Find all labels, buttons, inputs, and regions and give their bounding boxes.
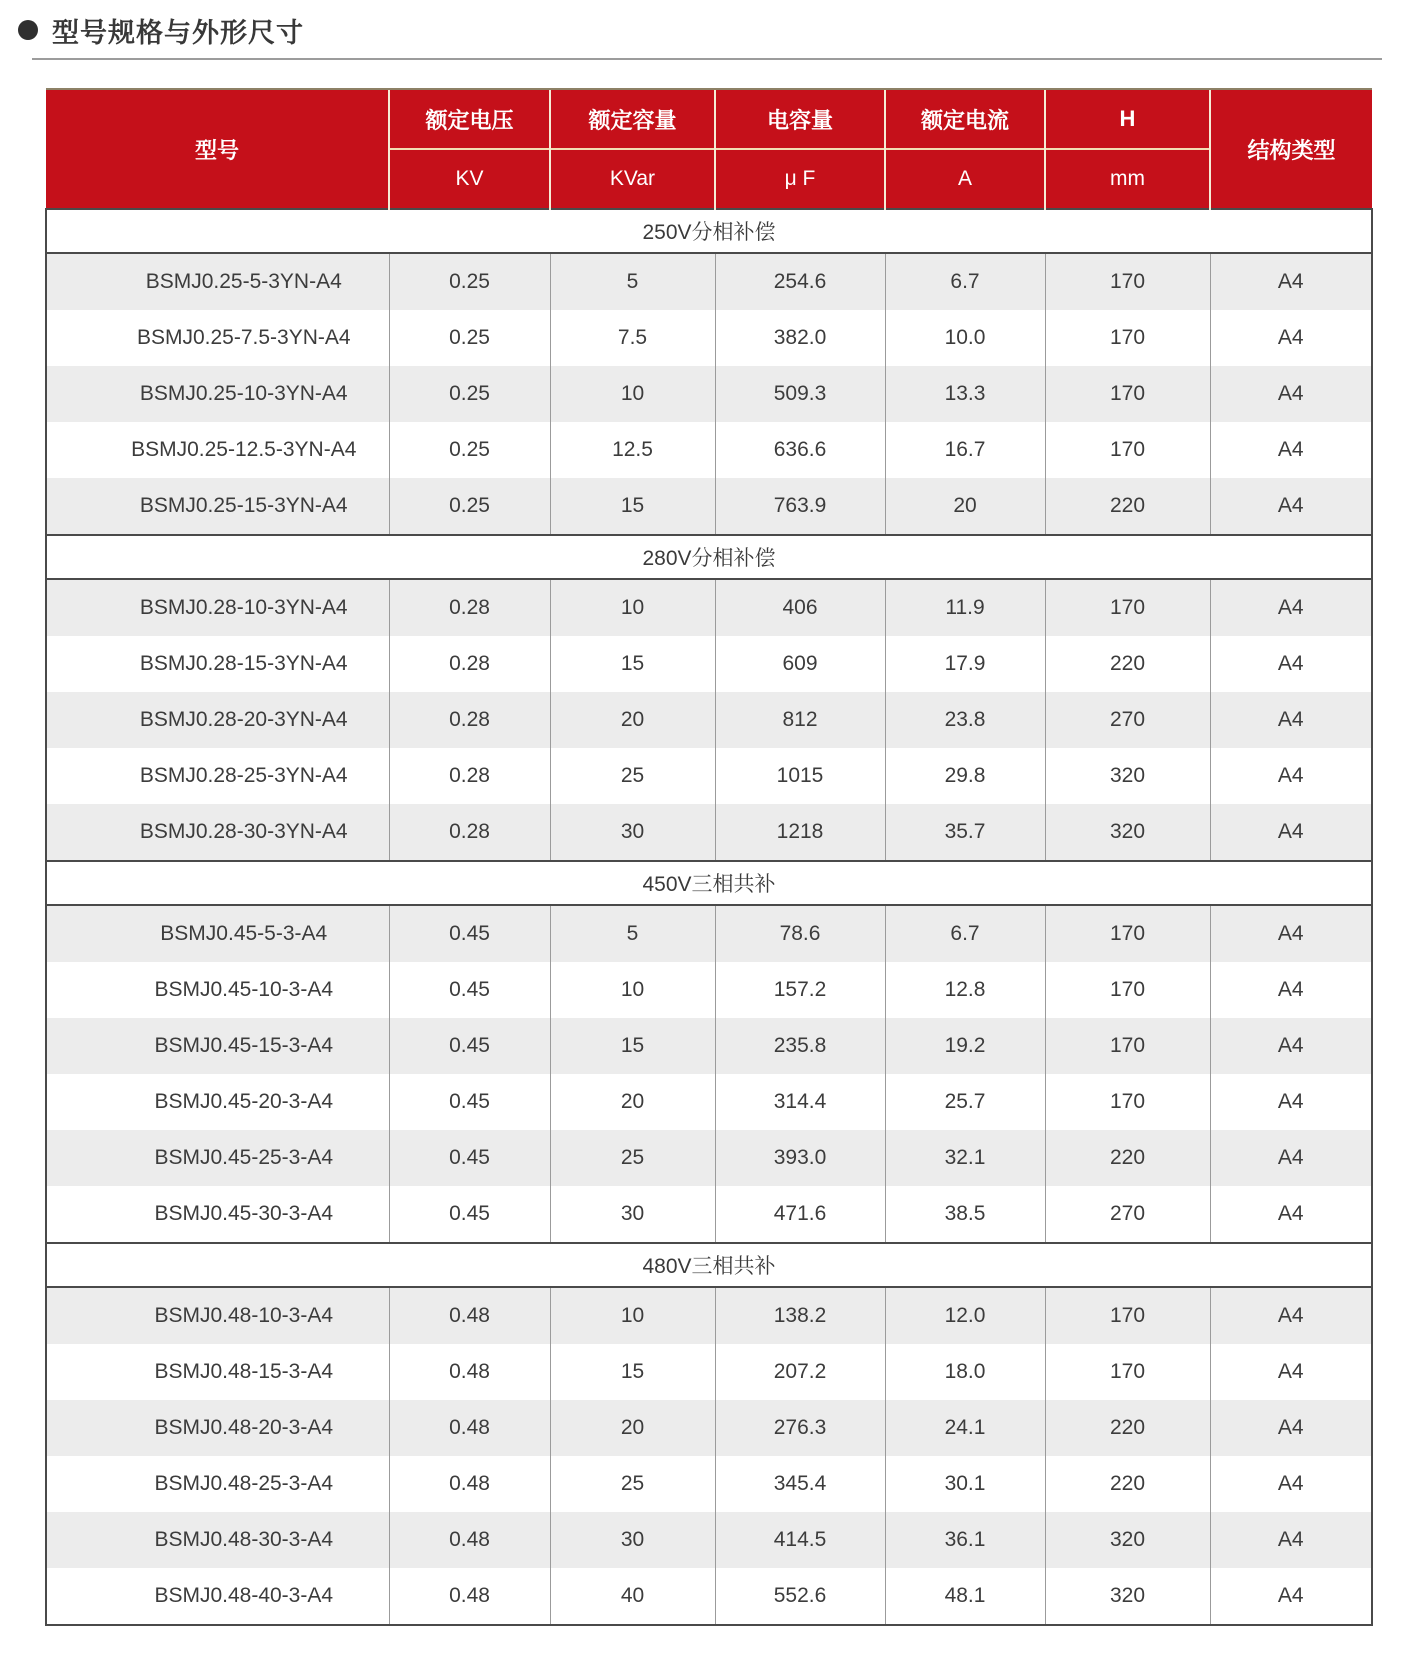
cell-structure-type: A4 (1210, 636, 1372, 692)
section-header-row (46, 535, 1372, 579)
cell-rated-current: 12.0 (885, 1287, 1045, 1344)
cell-model: BSMJ0.28-10-3YN-A4 (46, 579, 389, 636)
cell-height: 170 (1045, 1287, 1210, 1344)
cell-capacitance: 254.6 (715, 253, 885, 310)
table-row (46, 905, 1372, 962)
table-row (46, 478, 1372, 535)
cell-rated-current: 20 (885, 478, 1045, 535)
cell-rated-capacity: 5 (550, 905, 715, 962)
cell-rated-capacity: 15 (550, 1344, 715, 1400)
cell-model: BSMJ0.48-25-3-A4 (46, 1456, 389, 1512)
cell-rated-capacity: 25 (550, 1130, 715, 1186)
cell-rated-capacity: 15 (550, 1018, 715, 1074)
cell-rated-capacity: 40 (550, 1568, 715, 1625)
cell-model: BSMJ0.45-25-3-A4 (46, 1130, 389, 1186)
cell-rated-voltage: 0.28 (389, 579, 550, 636)
cell-capacitance: 78.6 (715, 905, 885, 962)
cell-rated-voltage: 0.45 (389, 1186, 550, 1243)
table-row (46, 1344, 1372, 1400)
table-row (46, 748, 1372, 804)
cell-rated-capacity: 15 (550, 478, 715, 535)
table-row (46, 253, 1372, 310)
header-model: 型号 (46, 89, 389, 209)
cell-model: BSMJ0.25-15-3YN-A4 (46, 478, 389, 535)
cell-model: BSMJ0.45-20-3-A4 (46, 1074, 389, 1130)
cell-rated-capacity: 10 (550, 579, 715, 636)
cell-rated-capacity: 12.5 (550, 422, 715, 478)
cell-height: 320 (1045, 748, 1210, 804)
cell-model: BSMJ0.25-7.5-3YN-A4 (46, 310, 389, 366)
cell-structure-type: A4 (1210, 1186, 1372, 1243)
cell-height: 320 (1045, 804, 1210, 861)
cell-rated-current: 6.7 (885, 253, 1045, 310)
bullet-icon (18, 20, 38, 40)
cell-rated-capacity: 7.5 (550, 310, 715, 366)
table-row (46, 310, 1372, 366)
section-header-row (46, 861, 1372, 905)
section-header-row (46, 209, 1372, 253)
cell-rated-capacity: 25 (550, 1456, 715, 1512)
cell-capacitance: 138.2 (715, 1287, 885, 1344)
cell-height: 170 (1045, 1344, 1210, 1400)
cell-structure-type: A4 (1210, 748, 1372, 804)
cell-rated-capacity: 10 (550, 962, 715, 1018)
cell-capacitance: 1015 (715, 748, 885, 804)
cell-rated-voltage: 0.25 (389, 366, 550, 422)
cell-capacitance: 763.9 (715, 478, 885, 535)
cell-rated-capacity: 20 (550, 1400, 715, 1456)
cell-rated-voltage: 0.45 (389, 962, 550, 1018)
cell-rated-current: 29.8 (885, 748, 1045, 804)
cell-rated-capacity: 30 (550, 1512, 715, 1568)
section-title-row (18, 0, 1405, 48)
cell-rated-capacity: 25 (550, 748, 715, 804)
cell-rated-voltage: 0.45 (389, 905, 550, 962)
cell-rated-current: 32.1 (885, 1130, 1045, 1186)
cell-model: BSMJ0.48-15-3-A4 (46, 1344, 389, 1400)
header-capacitance: 电容量 (715, 89, 885, 149)
cell-rated-voltage: 0.48 (389, 1400, 550, 1456)
cell-model: BSMJ0.48-10-3-A4 (46, 1287, 389, 1344)
header-rated-current: 额定电流 (885, 89, 1045, 149)
header-rated-capacity: 额定容量 (550, 89, 715, 149)
cell-structure-type: A4 (1210, 1074, 1372, 1130)
header-unit-a: A (885, 149, 1045, 209)
title-divider (32, 58, 1382, 60)
cell-structure-type: A4 (1210, 1512, 1372, 1568)
table-row (46, 422, 1372, 478)
table-row (46, 1130, 1372, 1186)
cell-rated-voltage: 0.28 (389, 636, 550, 692)
cell-rated-current: 10.0 (885, 310, 1045, 366)
cell-model: BSMJ0.28-15-3YN-A4 (46, 636, 389, 692)
section-header-title: 280V分相补偿 (46, 535, 1372, 579)
cell-rated-current: 36.1 (885, 1512, 1045, 1568)
table-row (46, 579, 1372, 636)
cell-rated-voltage: 0.25 (389, 253, 550, 310)
cell-capacitance: 414.5 (715, 1512, 885, 1568)
cell-height: 170 (1045, 1074, 1210, 1130)
cell-rated-current: 13.3 (885, 366, 1045, 422)
cell-model: BSMJ0.28-30-3YN-A4 (46, 804, 389, 861)
cell-structure-type: A4 (1210, 804, 1372, 861)
cell-structure-type: A4 (1210, 692, 1372, 748)
cell-capacitance: 509.3 (715, 366, 885, 422)
cell-rated-current: 16.7 (885, 422, 1045, 478)
cell-capacitance: 207.2 (715, 1344, 885, 1400)
cell-rated-current: 30.1 (885, 1456, 1045, 1512)
cell-height: 170 (1045, 962, 1210, 1018)
cell-rated-voltage: 0.48 (389, 1512, 550, 1568)
cell-rated-voltage: 0.48 (389, 1287, 550, 1344)
cell-rated-voltage: 0.45 (389, 1018, 550, 1074)
cell-capacitance: 636.6 (715, 422, 885, 478)
table-header (46, 89, 1372, 209)
cell-rated-current: 48.1 (885, 1568, 1045, 1625)
header-height: H (1045, 89, 1210, 149)
spec-table (45, 88, 1373, 1626)
cell-height: 170 (1045, 1018, 1210, 1074)
cell-height: 220 (1045, 1130, 1210, 1186)
cell-capacitance: 1218 (715, 804, 885, 861)
cell-rated-voltage: 0.48 (389, 1344, 550, 1400)
cell-rated-voltage: 0.45 (389, 1074, 550, 1130)
table-row (46, 1512, 1372, 1568)
cell-rated-voltage: 0.25 (389, 310, 550, 366)
section-header-title: 480V三相共补 (46, 1243, 1372, 1287)
section-header-title: 450V三相共补 (46, 861, 1372, 905)
cell-rated-voltage: 0.25 (389, 478, 550, 535)
cell-capacitance: 235.8 (715, 1018, 885, 1074)
cell-rated-current: 35.7 (885, 804, 1045, 861)
cell-rated-capacity: 30 (550, 1186, 715, 1243)
header-unit-kv: KV (389, 149, 550, 209)
cell-model: BSMJ0.45-5-3-A4 (46, 905, 389, 962)
table-row (46, 366, 1372, 422)
cell-model: BSMJ0.45-10-3-A4 (46, 962, 389, 1018)
table-row (46, 804, 1372, 861)
cell-rated-current: 18.0 (885, 1344, 1045, 1400)
cell-model: BSMJ0.28-25-3YN-A4 (46, 748, 389, 804)
table-body (46, 209, 1372, 1625)
cell-height: 220 (1045, 636, 1210, 692)
cell-rated-voltage: 0.45 (389, 1130, 550, 1186)
table-row (46, 1186, 1372, 1243)
cell-capacitance: 552.6 (715, 1568, 885, 1625)
section-header-row (46, 1243, 1372, 1287)
cell-rated-current: 25.7 (885, 1074, 1045, 1130)
cell-structure-type: A4 (1210, 478, 1372, 535)
cell-model: BSMJ0.28-20-3YN-A4 (46, 692, 389, 748)
cell-height: 220 (1045, 1456, 1210, 1512)
cell-rated-voltage: 0.48 (389, 1568, 550, 1625)
cell-capacitance: 471.6 (715, 1186, 885, 1243)
cell-structure-type: A4 (1210, 1344, 1372, 1400)
cell-height: 170 (1045, 366, 1210, 422)
table-row (46, 1568, 1372, 1625)
cell-model: BSMJ0.48-40-3-A4 (46, 1568, 389, 1625)
cell-height: 270 (1045, 1186, 1210, 1243)
cell-capacitance: 157.2 (715, 962, 885, 1018)
cell-capacitance: 609 (715, 636, 885, 692)
cell-structure-type: A4 (1210, 1568, 1372, 1625)
cell-structure-type: A4 (1210, 1287, 1372, 1344)
header-structure-type: 结构类型 (1210, 89, 1372, 209)
cell-capacitance: 314.4 (715, 1074, 885, 1130)
cell-structure-type: A4 (1210, 1130, 1372, 1186)
cell-rated-capacity: 20 (550, 692, 715, 748)
cell-height: 170 (1045, 905, 1210, 962)
cell-height: 320 (1045, 1512, 1210, 1568)
cell-structure-type: A4 (1210, 1400, 1372, 1456)
cell-rated-current: 11.9 (885, 579, 1045, 636)
table-row (46, 1018, 1372, 1074)
table-row (46, 1456, 1372, 1512)
cell-rated-voltage: 0.28 (389, 748, 550, 804)
table-row (46, 962, 1372, 1018)
cell-height: 220 (1045, 478, 1210, 535)
cell-model: BSMJ0.25-12.5-3YN-A4 (46, 422, 389, 478)
cell-structure-type: A4 (1210, 905, 1372, 962)
cell-structure-type: A4 (1210, 422, 1372, 478)
cell-structure-type: A4 (1210, 1018, 1372, 1074)
cell-rated-current: 12.8 (885, 962, 1045, 1018)
header-rated-voltage: 额定电压 (389, 89, 550, 149)
cell-height: 220 (1045, 1400, 1210, 1456)
page-title: 型号规格与外形尺寸 (52, 17, 304, 48)
cell-structure-type: A4 (1210, 310, 1372, 366)
cell-rated-capacity: 20 (550, 1074, 715, 1130)
cell-rated-voltage: 0.48 (389, 1456, 550, 1512)
cell-rated-current: 38.5 (885, 1186, 1045, 1243)
cell-rated-capacity: 10 (550, 366, 715, 422)
cell-rated-capacity: 5 (550, 253, 715, 310)
cell-height: 170 (1045, 422, 1210, 478)
header-unit-kvar: KVar (550, 149, 715, 209)
table-row (46, 1287, 1372, 1344)
table-row (46, 636, 1372, 692)
cell-height: 320 (1045, 1568, 1210, 1625)
header-row-labels (46, 89, 1372, 149)
cell-rated-current: 23.8 (885, 692, 1045, 748)
cell-capacitance: 812 (715, 692, 885, 748)
cell-structure-type: A4 (1210, 579, 1372, 636)
cell-rated-voltage: 0.28 (389, 804, 550, 861)
cell-height: 170 (1045, 579, 1210, 636)
cell-rated-voltage: 0.28 (389, 692, 550, 748)
header-unit-uf: μ F (715, 149, 885, 209)
cell-model: BSMJ0.48-30-3-A4 (46, 1512, 389, 1568)
cell-capacitance: 276.3 (715, 1400, 885, 1456)
cell-height: 170 (1045, 253, 1210, 310)
table-row (46, 1400, 1372, 1456)
cell-rated-voltage: 0.25 (389, 422, 550, 478)
cell-capacitance: 406 (715, 579, 885, 636)
cell-rated-current: 24.1 (885, 1400, 1045, 1456)
cell-model: BSMJ0.25-5-3YN-A4 (46, 253, 389, 310)
table-row (46, 692, 1372, 748)
cell-rated-current: 6.7 (885, 905, 1045, 962)
cell-structure-type: A4 (1210, 366, 1372, 422)
cell-structure-type: A4 (1210, 1456, 1372, 1512)
cell-height: 170 (1045, 310, 1210, 366)
cell-model: BSMJ0.48-20-3-A4 (46, 1400, 389, 1456)
cell-structure-type: A4 (1210, 253, 1372, 310)
cell-rated-capacity: 15 (550, 636, 715, 692)
table-row (46, 1074, 1372, 1130)
cell-capacitance: 393.0 (715, 1130, 885, 1186)
cell-height: 270 (1045, 692, 1210, 748)
cell-capacitance: 345.4 (715, 1456, 885, 1512)
cell-rated-current: 17.9 (885, 636, 1045, 692)
cell-capacitance: 382.0 (715, 310, 885, 366)
cell-structure-type: A4 (1210, 962, 1372, 1018)
section-header-title: 250V分相补偿 (46, 209, 1372, 253)
cell-rated-capacity: 30 (550, 804, 715, 861)
cell-model: BSMJ0.25-10-3YN-A4 (46, 366, 389, 422)
cell-model: BSMJ0.45-30-3-A4 (46, 1186, 389, 1243)
cell-rated-capacity: 10 (550, 1287, 715, 1344)
cell-rated-current: 19.2 (885, 1018, 1045, 1074)
header-unit-mm: mm (1045, 149, 1210, 209)
cell-model: BSMJ0.45-15-3-A4 (46, 1018, 389, 1074)
